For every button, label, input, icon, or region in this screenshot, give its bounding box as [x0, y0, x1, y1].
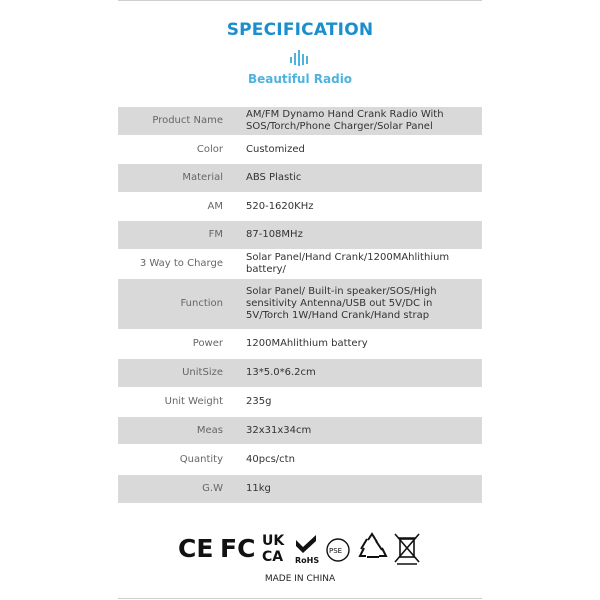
spec-row-power [118, 329, 482, 359]
spec-value: 13*5.0*6.2cm [246, 367, 316, 378]
spec-row-function [118, 279, 482, 329]
subtitle: Beautiful Radio [247, 72, 353, 86]
spec-row-unit-weight [118, 387, 482, 417]
spec-table [118, 107, 482, 503]
spec-label: Color [196, 143, 223, 155]
pse-mark-label: PSE [329, 547, 343, 555]
spec-row-am [118, 192, 482, 221]
spec-row-product-name [118, 107, 482, 135]
spec-label: Material [182, 172, 223, 183]
spec-label: Power [192, 338, 223, 349]
rohs-check-icon [296, 535, 316, 553]
top-border [118, 0, 482, 1]
spec-label: Function [180, 298, 223, 309]
spec-value: Customized [246, 143, 305, 155]
sound-wave-icon [289, 50, 311, 68]
spec-value: Solar Panel/ Built-in speaker/SOS/High sensitivity Antenna/USB out 5V/DC in 5V/Torch 1W/Hand Crank/Hand strap [246, 286, 437, 321]
spec-label: G.W [202, 483, 223, 494]
spec-row-unit-size [118, 359, 482, 387]
spec-label: Meas [196, 424, 223, 436]
spec-value: 235g [246, 396, 272, 407]
spec-row-quantity [118, 444, 482, 475]
spec-label: Product Name [152, 115, 223, 126]
spec-value: 32x31x34cm [246, 424, 312, 436]
spec-label: Unit Weight [164, 396, 223, 407]
ce-mark-icon: CE [178, 534, 214, 563]
spec-label: AM [207, 200, 223, 212]
spec-row-material [118, 164, 482, 192]
recycle-icon [360, 534, 386, 557]
rohs-mark-label: RoHS [295, 556, 320, 565]
ukca-mark-top: UK [262, 533, 285, 549]
spec-label: 3 Way to Charge [139, 258, 223, 269]
spec-row-meas [118, 417, 482, 444]
spec-value: 87-108MHz [246, 229, 303, 240]
spec-row-gross-weight [118, 475, 482, 503]
spec-label: UnitSize [182, 367, 223, 378]
spec-value: 1200MAhlithium battery [246, 338, 368, 349]
certification-marks [178, 530, 422, 566]
spec-value: 11kg [246, 483, 271, 494]
spec-value: 520-1620KHz [246, 200, 314, 212]
spec-row-fm [118, 221, 482, 249]
spec-value: Solar Panel/Hand Crank/1200MAhlithium battery/ [246, 252, 450, 275]
bottom-border [118, 598, 482, 599]
spec-row-charge [118, 249, 482, 279]
spec-row-color [118, 135, 482, 164]
weee-bin-icon [395, 534, 419, 564]
spec-value: 40pcs/ctn [246, 453, 295, 465]
page-title: SPECIFICATION [226, 20, 374, 40]
spec-value: AM/FM Dynamo Hand Crank Radio With SOS/Torch/Phone Charger/Solar Panel [246, 109, 444, 132]
spec-label: Quantity [179, 453, 223, 465]
spec-value: ABS Plastic [246, 172, 302, 183]
spec-label: FM [208, 229, 223, 240]
made-in-label: MADE IN CHINA [264, 574, 336, 584]
ukca-mark-bottom: CA [262, 549, 284, 565]
fc-mark-icon: FC [220, 534, 256, 563]
